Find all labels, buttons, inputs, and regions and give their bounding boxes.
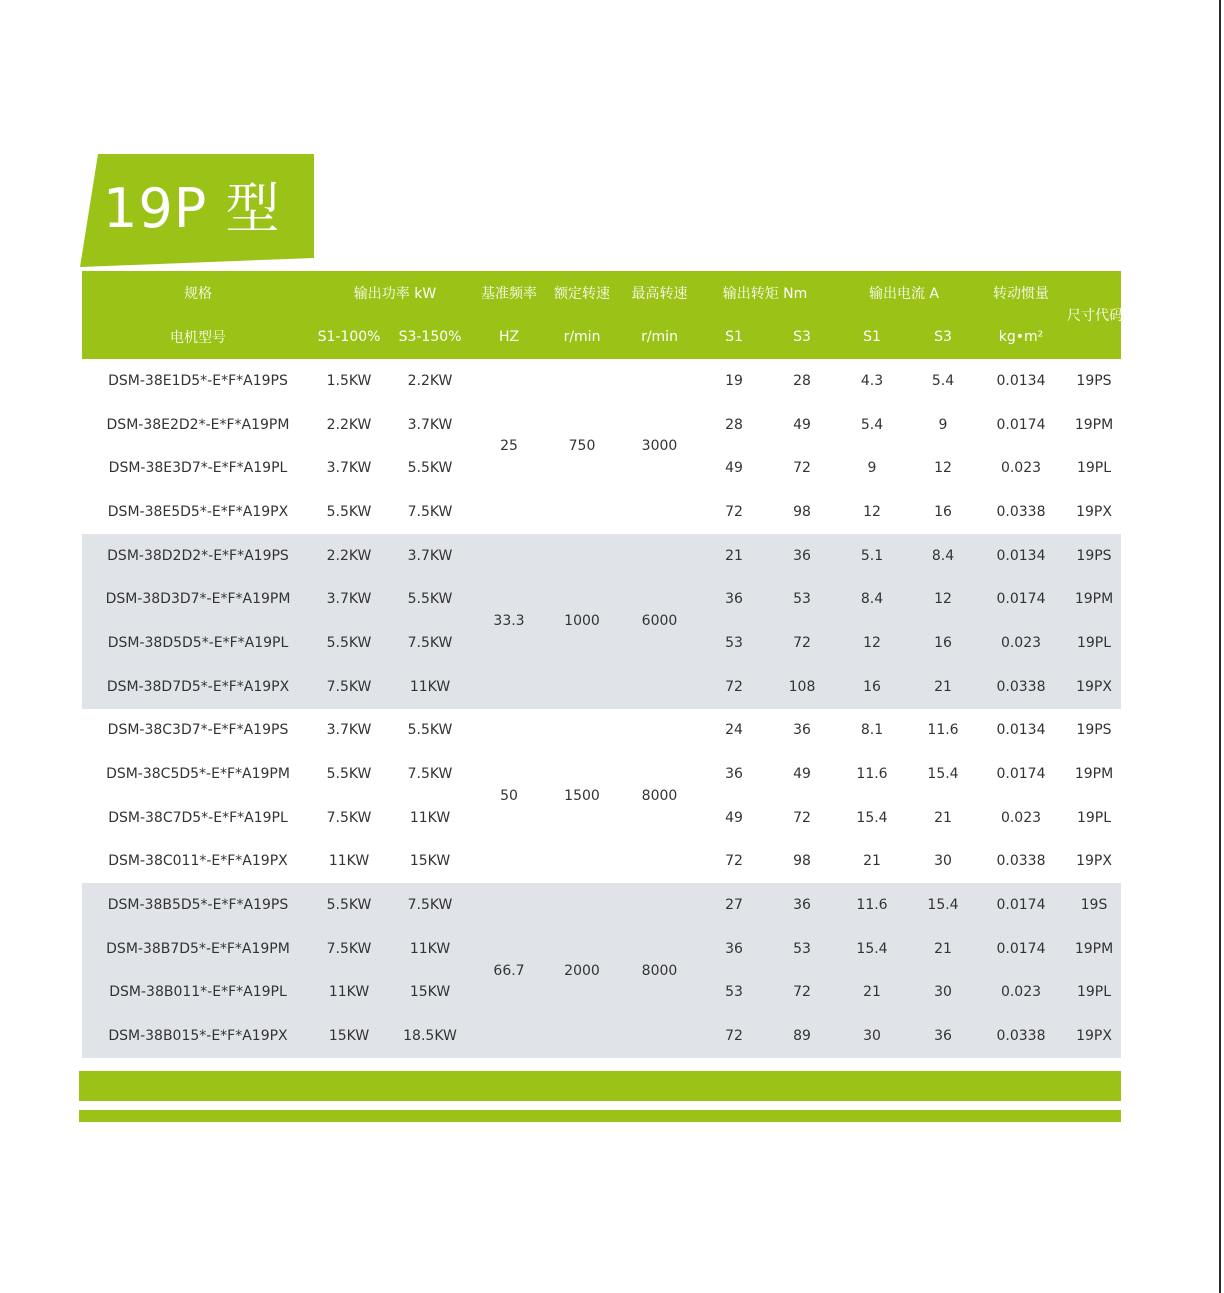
cell-base-frequency: 25 [500,438,518,455]
cell-power-s1: 7.5KW [326,809,372,826]
table-row [82,359,1121,403]
cell-model: DSM-38C3D7*-E*F*A19PS [107,722,289,739]
cell-current-s1: 11.6 [856,766,888,783]
cell-torque-s3: 72 [771,971,833,1015]
cell-torque-s3: 72 [771,621,833,665]
cell-current-s3: 9 [938,416,948,433]
cell-current-s3: 36 [911,1014,975,1058]
cell-power-s3: 11KW [409,809,451,826]
cell-power-s1: 15KW [314,1014,384,1058]
cell-size-code: 19PX [1076,503,1112,520]
cell-current-s3: 5.4 [931,372,955,389]
cell-torque-s3: 98 [793,853,811,870]
cell-torque-s1: 36 [725,766,743,783]
cell-inertia: 0.023 [1000,809,1042,826]
group-66hz [82,883,1121,1058]
cell-power-s3: 11KW [384,665,476,709]
header-max-speed: 最高转速 [622,271,697,315]
cell-current-s1: 15.4 [833,927,911,971]
cell-torque-s1: 49 [725,809,743,826]
cell-size-code: 19PM [1074,766,1114,783]
cell-power-s1: 2.2KW [326,416,372,433]
cell-power-s1: 5.5KW [314,883,384,927]
cell-rated-speed: 1500 [564,787,600,804]
cell-current-s3: 15.4 [911,883,975,927]
table-row [82,883,1121,927]
cell-torque-s3: 28 [793,372,811,389]
cell-current-s3: 12 [911,577,975,621]
header-current: 输出电流 A [833,271,975,315]
cell-torque-s1: 53 [697,971,771,1015]
cell-torque-s3: 72 [793,460,811,477]
cell-torque-s1: 21 [697,534,771,578]
cell-torque-s3: 89 [771,1014,833,1058]
cell-inertia: 0.0338 [975,1014,1067,1058]
cell-model: DSM-38C5D5*-E*F*A19PM [106,766,290,783]
cell-current-s1: 8.4 [833,577,911,621]
cell-base-frequency: 33.3 [476,534,542,709]
cell-power-s3: 5.5KW [407,460,453,477]
cell-power-s1: 5.5KW [326,766,372,783]
cell-inertia: 0.0174 [975,927,1067,971]
header-s1-power: S1-100% [314,315,384,359]
cell-model: DSM-38B015*-E*F*A19PX [82,1014,314,1058]
cell-model: DSM-38D7D5*-E*F*A19PX [82,665,314,709]
spec-table [82,271,1121,1058]
header-power: 输出功率 kW [314,271,476,315]
cell-inertia: 0.0174 [996,766,1046,783]
cell-inertia: 0.0134 [975,534,1067,578]
cell-torque-s1: 72 [725,853,743,870]
cell-current-s1: 30 [833,1014,911,1058]
cell-size-code: 19PX [1067,1014,1121,1058]
cell-inertia: 0.0338 [996,853,1046,870]
cell-model: DSM-38E5D5*-E*F*A19PX [107,503,289,520]
cell-power-s1: 5.5KW [314,621,384,665]
cell-current-s3: 11.6 [927,722,959,739]
cell-current-s3: 16 [911,621,975,665]
cell-power-s3: 7.5KW [407,503,453,520]
cell-power-s1: 7.5KW [314,927,384,971]
cell-torque-s1: 72 [697,665,771,709]
footer-bar-thin [79,1110,1121,1122]
cell-inertia: 0.0338 [996,503,1046,520]
cell-size-code: 19PX [1076,853,1112,870]
cell-current-s1: 12 [863,503,881,520]
cell-torque-s3: 53 [771,927,833,971]
cell-inertia: 0.0134 [996,722,1046,739]
cell-max-speed: 8000 [622,883,697,1058]
cell-max-speed: 6000 [622,534,697,709]
cell-power-s1: 5.5KW [326,503,372,520]
cell-model: DSM-38B011*-E*F*A19PL [82,971,314,1015]
cell-model: DSM-38E2D2*-E*F*A19PM [106,416,290,433]
cell-current-s1: 5.1 [833,534,911,578]
cell-current-s3: 16 [934,503,952,520]
cell-torque-s1: 49 [725,460,743,477]
cell-size-code: 19PL [1076,460,1112,477]
cell-model: DSM-38D2D2*-E*F*A19PS [82,534,314,578]
cell-current-s1: 11.6 [833,883,911,927]
cell-size-code: 19PL [1067,621,1121,665]
header-rated-speed: 额定转速 [542,271,622,315]
cell-torque-s3: 49 [793,766,811,783]
page-edge-line [1219,0,1221,1293]
cell-power-s1: 11KW [314,971,384,1015]
cell-inertia: 0.0174 [975,883,1067,927]
cell-inertia: 0.023 [1000,460,1042,477]
cell-current-s3: 21 [911,665,975,709]
cell-torque-s1: 53 [697,621,771,665]
group-25hz [82,359,1121,534]
cell-size-code: 19PL [1067,971,1121,1015]
header-torque-s1: S1 [697,315,771,359]
table-row [82,709,1121,753]
cell-current-s3: 8.4 [911,534,975,578]
cell-power-s3: 15KW [384,971,476,1015]
cell-power-s3: 3.7KW [384,534,476,578]
cell-model: DSM-38B7D5*-E*F*A19PM [82,927,314,971]
cell-power-s1: 1.5KW [326,372,372,389]
cell-torque-s3: 108 [771,665,833,709]
header-row-1 [82,271,1121,315]
header-model: 电机型号 [82,315,314,359]
cell-current-s3: 21 [911,927,975,971]
cell-current-s3: 30 [911,971,975,1015]
group-33hz [82,534,1121,709]
header-current-s3: S3 [911,315,975,359]
cell-torque-s1: 72 [697,1014,771,1058]
cell-current-s3: 12 [934,460,952,477]
cell-power-s3: 7.5KW [407,766,453,783]
cell-model: DSM-38E1D5*-E*F*A19PS [108,372,288,389]
header-current-s1: S1 [833,315,911,359]
cell-torque-s1: 28 [725,416,743,433]
header-torque: 输出转矩 Nm [697,271,833,315]
cell-torque-s3: 36 [793,722,811,739]
cell-power-s3: 5.5KW [384,577,476,621]
cell-torque-s1: 36 [697,927,771,971]
cell-inertia: 0.0174 [996,416,1046,433]
cell-size-code: 19PM [1067,927,1121,971]
header-inertia-unit: kg•m² [975,315,1067,359]
cell-current-s1: 16 [833,665,911,709]
cell-model: DSM-38D5D5*-E*F*A19PL [82,621,314,665]
cell-torque-s3: 36 [771,883,833,927]
cell-inertia: 0.023 [975,971,1067,1015]
cell-model: DSM-38C7D5*-E*F*A19PL [108,809,288,826]
header-spec: 规格 [82,271,314,315]
header-size-code: 尺寸代码 [1067,271,1121,359]
cell-torque-s1: 36 [697,577,771,621]
cell-torque-s1: 24 [725,722,743,739]
cell-current-s1: 4.3 [860,372,884,389]
header-torque-s3: S3 [771,315,833,359]
cell-base-frequency: 66.7 [476,883,542,1058]
cell-current-s3: 30 [934,853,952,870]
cell-power-s3: 3.7KW [407,416,453,433]
cell-current-s1: 12 [833,621,911,665]
cell-torque-s1: 72 [725,503,743,520]
header-freq: 基准频率 [476,271,542,315]
cell-current-s1: 8.1 [860,722,884,739]
cell-size-code: 19S [1067,883,1121,927]
cell-power-s1: 3.7KW [326,722,372,739]
cell-model: DSM-38B5D5*-E*F*A19PS [82,883,314,927]
cell-size-code: 19PM [1074,416,1114,433]
table-row [82,534,1121,578]
cell-power-s3: 18.5KW [384,1014,476,1058]
cell-torque-s3: 98 [793,503,811,520]
cell-power-s1: 3.7KW [314,577,384,621]
cell-power-s3: 7.5KW [384,883,476,927]
cell-current-s3: 15.4 [927,766,959,783]
cell-torque-s3: 53 [771,577,833,621]
cell-max-speed: 3000 [641,438,678,455]
cell-model: DSM-38E3D7*-E*F*A19PL [108,460,288,477]
footer-bar-thick [79,1071,1121,1101]
cell-current-s3: 21 [934,809,952,826]
cell-power-s1: 3.7KW [326,460,372,477]
cell-torque-s3: 72 [793,809,811,826]
cell-power-s1: 2.2KW [314,534,384,578]
group-50hz [82,709,1121,884]
cell-size-code: 19PS [1067,534,1121,578]
header-rpm-rated: r/min [542,315,622,359]
cell-size-code: 19PS [1076,722,1112,739]
cell-inertia: 0.0174 [975,577,1067,621]
cell-size-code: 19PL [1076,809,1112,826]
cell-torque-s3: 49 [793,416,811,433]
header-s3-power: S3-150% [384,315,476,359]
cell-torque-s1: 19 [725,372,743,389]
cell-size-code: 19PX [1067,665,1121,709]
cell-power-s1: 11KW [328,853,370,870]
cell-current-s1: 15.4 [856,809,888,826]
cell-torque-s3: 36 [771,534,833,578]
cell-current-s1: 21 [863,853,881,870]
cell-inertia: 0.0134 [996,372,1046,389]
cell-inertia: 0.0338 [975,665,1067,709]
cell-base-frequency: 50 [500,787,518,804]
cell-rated-speed: 750 [568,438,596,455]
cell-current-s1: 5.4 [860,416,884,433]
cell-power-s1: 7.5KW [314,665,384,709]
cell-power-s3: 7.5KW [384,621,476,665]
header-row-2 [82,315,1121,359]
cell-power-s3: 15KW [409,853,451,870]
header-rpm-max: r/min [622,315,697,359]
header-hz: HZ [476,315,542,359]
cell-rated-speed: 1000 [542,534,622,709]
cell-max-speed: 8000 [641,787,678,804]
page-title: 19P 型 [103,177,281,240]
cell-power-s3: 5.5KW [407,722,453,739]
cell-rated-speed: 2000 [542,883,622,1058]
cell-model: DSM-38D3D7*-E*F*A19PM [82,577,314,621]
cell-power-s3: 2.2KW [407,372,453,389]
cell-current-s1: 9 [867,460,877,477]
cell-inertia: 0.023 [975,621,1067,665]
header-inertia: 转动惯量 [975,271,1067,315]
cell-size-code: 19PS [1076,372,1112,389]
table-header [82,271,1121,359]
cell-size-code: 19PM [1067,577,1121,621]
cell-model: DSM-38C011*-E*F*A19PX [108,853,288,870]
cell-current-s1: 21 [833,971,911,1015]
cell-torque-s1: 27 [697,883,771,927]
cell-power-s3: 11KW [384,927,476,971]
